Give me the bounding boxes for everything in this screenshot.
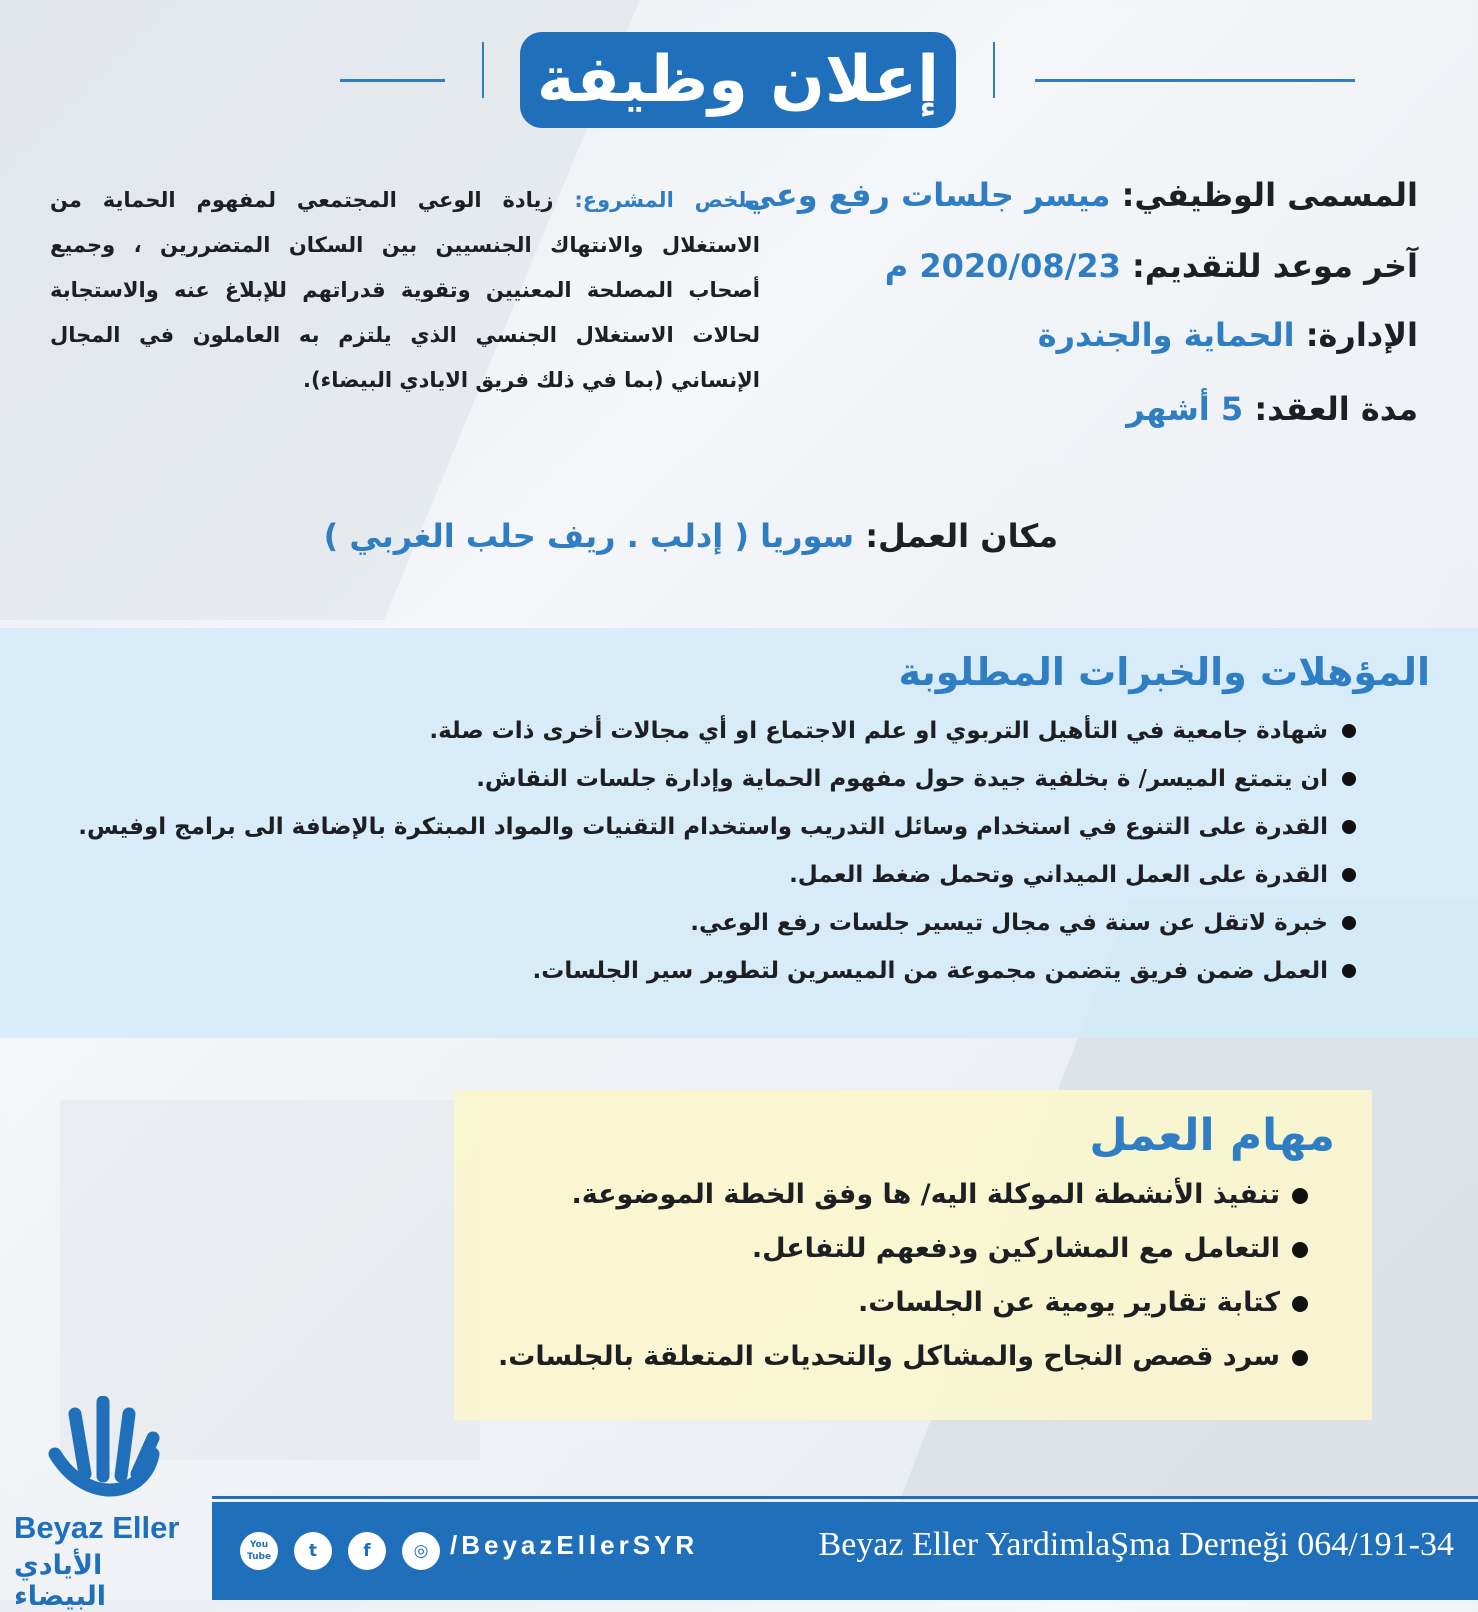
- qualification-item: شهادة جامعية في التأهيل التربوي او علم الاجتماع او أي مجالات أخرى ذات صلة.: [78, 712, 1358, 760]
- summary-label: ملخص المشروع:: [574, 188, 760, 212]
- title-decor-tick: [482, 42, 484, 98]
- task-item: التعامل مع المشاركين ودفعهم للتفاعل.: [498, 1226, 1310, 1280]
- footer-top-line: [212, 1496, 1478, 1499]
- summary-text: زيادة الوعي المجتمعي لمفهوم الحماية من الاستغلال والانتهاك الجنسيين بين السكان المتضررين ، وجميع أصحاب المصلحة المعنيين وتقوية قدراتهم للإبلاغ عنه والاستجابة لحالات الاستغلال الجنسي الذي يلتزم به العاملون في المجال الإنساني (بما في ذلك فريق الايادي البيضاء).: [50, 188, 760, 392]
- qualification-item: ان يتمتع الميسر/ ة بخلفية جيدة حول مفهوم الحماية وإدارة جلسات النقاش.: [78, 760, 1358, 808]
- deadline-label: آخر موعد للتقديم:: [1132, 247, 1418, 285]
- department-label: الإدارة:: [1305, 316, 1418, 354]
- youtube-icon[interactable]: You Tube: [240, 1532, 278, 1570]
- title-decor-tick: [993, 42, 995, 98]
- tasks-list: [498, 1172, 1310, 1388]
- location-label: مكان العمل:: [865, 517, 1058, 555]
- location-row: [324, 517, 1058, 555]
- logo-name-ar: الأيادي البيضاء: [14, 1550, 106, 1612]
- department-value: الحماية والجندرة: [1037, 316, 1295, 354]
- qualification-item: القدرة على التنوع في استخدام وسائل التدريب واستخدام التقنيات والمواد المبتكرة بالإضافة الى برامج اوفيس.: [78, 808, 1358, 856]
- tasks-title: مهام العمل: [1089, 1110, 1335, 1161]
- task-item: كتابة تقارير يومية عن الجلسات.: [498, 1280, 1310, 1334]
- task-item: تنفيذ الأنشطة الموكلة اليه/ ها وفق الخطة الموضوعة.: [498, 1172, 1310, 1226]
- position-row: [743, 176, 1418, 214]
- position-label: المسمى الوظيفي:: [1121, 176, 1418, 214]
- social-handle[interactable]: /BeyazEllerSYR: [450, 1530, 699, 1560]
- footer-bar: [212, 1502, 1478, 1600]
- deadline-value: 2020/08/23 م: [884, 247, 1121, 285]
- qualifications-title: المؤهلات والخبرات المطلوبة: [898, 650, 1430, 694]
- title-decor-line: [1035, 79, 1355, 82]
- organization-info: Beyaz Eller YardimlaŞma Derneği 064/191-34: [818, 1526, 1454, 1563]
- deadline-row: [885, 247, 1418, 285]
- title-decor-line: [340, 79, 445, 82]
- qualification-item: العمل ضمن فريق يتضمن مجموعة من الميسرين لتطوير سير الجلسات.: [78, 952, 1358, 1000]
- qualifications-list: [78, 712, 1358, 1000]
- facebook-icon[interactable]: f: [348, 1532, 386, 1570]
- position-value: ميسر جلسات رفع وعي: [743, 176, 1111, 214]
- title-banner: [0, 30, 1478, 130]
- task-item: سرد قصص النجاح والمشاكل والتحديات المتعلقة بالجلسات.: [498, 1334, 1310, 1388]
- duration-label: مدة العقد:: [1254, 390, 1418, 428]
- project-summary: [50, 178, 760, 403]
- qualification-item: خبرة لاتقل عن سنة في مجال تيسير جلسات رفع الوعي.: [78, 904, 1358, 952]
- qualification-item: القدرة على العمل الميداني وتحمل ضغط العمل.: [78, 856, 1358, 904]
- hand-logo-icon: [45, 1396, 165, 1506]
- page-title: إعلان وظيفة: [520, 32, 956, 128]
- location-value: سوريا ( إدلب . ريف حلب الغربي ): [323, 517, 855, 555]
- organization-logo: [0, 1388, 212, 1612]
- logo-name-en: Beyaz Eller: [14, 1510, 180, 1545]
- twitter-icon[interactable]: t: [294, 1532, 332, 1570]
- instagram-icon[interactable]: ◎: [402, 1532, 440, 1570]
- duration-value: 5 أشهر: [1126, 390, 1244, 428]
- department-row: [1038, 316, 1418, 354]
- duration-row: [1126, 390, 1418, 428]
